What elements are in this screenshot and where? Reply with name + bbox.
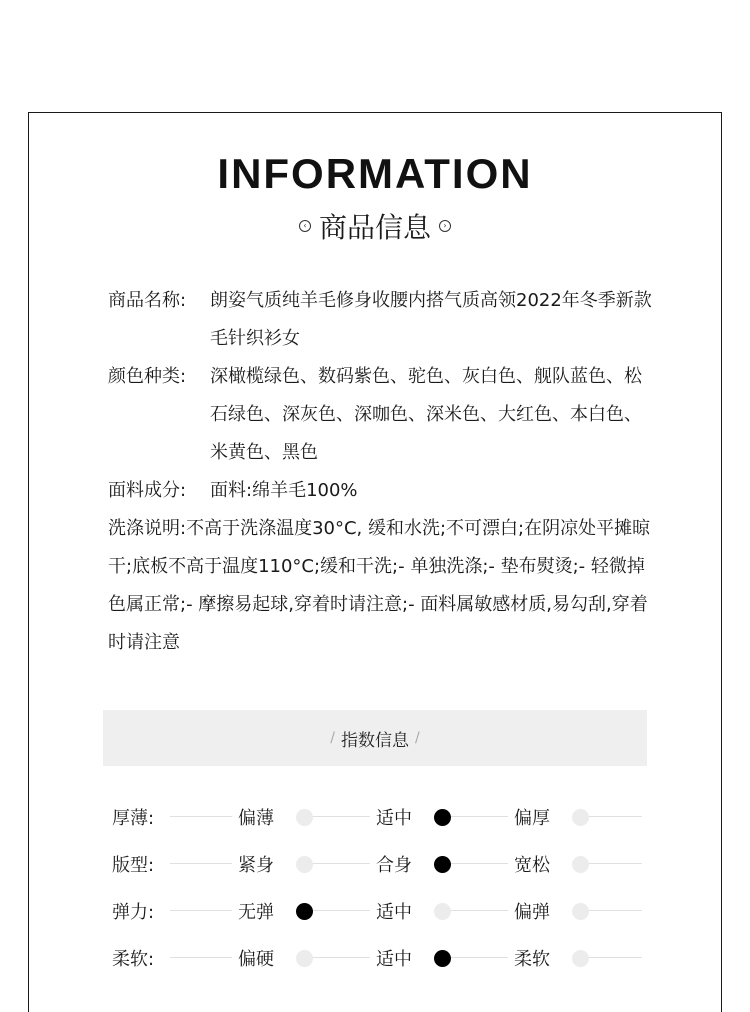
section-subtitle: [0, 206, 750, 246]
unselected-dot-icon: [572, 950, 589, 967]
product-name-value: 朗姿气质纯羊毛修身收腰内搭气质高领2022年冬季新款毛针织衫女: [210, 290, 652, 349]
index-option: [238, 804, 313, 830]
circle-right-arrow-icon: ›: [439, 220, 451, 232]
divider-line: [170, 863, 232, 864]
wash-value: 不高于洗涤温度30°C, 缓和水洗;不可漂白;在阴凉处平摊晾干;底板不高于温度110°C;缓和干洗;- 单独洗涤;- 垫布熨烫;- 轻微掉色属正常;- 摩擦易起球,穿着时请注意;- 面料属敏感材质,易勾刮,穿着时请注意: [108, 518, 651, 653]
index-option: [514, 945, 589, 971]
divider-line: [170, 957, 232, 958]
index-option-label: 偏硬: [238, 949, 274, 970]
index-row-label: 厚薄:: [112, 808, 155, 829]
index-option-label: 柔软: [514, 949, 550, 970]
index-header: [103, 710, 647, 766]
unselected-dot-icon: [572, 903, 589, 920]
index-option: [238, 898, 313, 924]
wash-row: [108, 510, 653, 662]
index-title: 指数信息: [341, 730, 409, 751]
index-option-label: 无弹: [238, 902, 274, 923]
slash-right: /: [415, 730, 420, 746]
index-option-label: 适中: [376, 808, 412, 829]
index-option-label: 偏厚: [514, 808, 550, 829]
product-name-row: [108, 282, 653, 358]
selected-dot-icon: [434, 809, 451, 826]
color-label: 颜色种类:: [108, 366, 187, 387]
index-row-label: 弹力:: [112, 902, 155, 923]
unselected-dot-icon: [572, 856, 589, 873]
fabric-label: 面料成分:: [108, 480, 187, 501]
index-row-label: 版型:: [112, 855, 155, 876]
page-title: INFORMATION: [217, 150, 533, 197]
color-value: 深橄榄绿色、数码紫色、驼色、灰白色、舰队蓝色、松石绿色、深灰色、深咖色、深米色、大红色、本白色、米黄色、黑色: [210, 366, 642, 463]
index-option: [376, 804, 451, 830]
index-option: [238, 851, 313, 877]
index-option: [514, 851, 589, 877]
unselected-dot-icon: [296, 950, 313, 967]
unselected-dot-icon: [572, 809, 589, 826]
index-option-label: 偏薄: [238, 808, 274, 829]
selected-dot-icon: [434, 856, 451, 873]
product-name-label: 商品名称:: [108, 290, 187, 311]
unselected-dot-icon: [434, 903, 451, 920]
index-row: [112, 843, 642, 890]
unselected-dot-icon: [296, 809, 313, 826]
index-row: [112, 937, 642, 984]
slash-left: /: [330, 730, 335, 746]
divider-line: [170, 910, 232, 911]
index-option-label: 偏弹: [514, 902, 550, 923]
circle-left-arrow-icon: ‹: [299, 220, 311, 232]
selected-dot-icon: [296, 903, 313, 920]
selected-dot-icon: [434, 950, 451, 967]
subtitle-text: 商品信息: [318, 211, 431, 244]
index-option: [514, 898, 589, 924]
index-option: [238, 945, 313, 971]
fabric-value: 面料:绵羊毛100%: [210, 480, 358, 501]
index-option-label: 合身: [376, 855, 412, 876]
index-option-label: 宽松: [514, 855, 550, 876]
index-option: [514, 804, 589, 830]
color-row: [108, 358, 653, 472]
index-option-label: 紧身: [238, 855, 274, 876]
index-row: [112, 796, 642, 843]
index-option-label: 适中: [376, 949, 412, 970]
divider-line: [170, 816, 232, 817]
index-metrics: [112, 796, 642, 984]
fabric-row: [108, 472, 653, 510]
index-option-label: 适中: [376, 902, 412, 923]
product-info: [108, 282, 653, 662]
index-option: [376, 851, 451, 877]
index-row-label: 柔软:: [112, 949, 155, 970]
index-option: [376, 945, 451, 971]
unselected-dot-icon: [296, 856, 313, 873]
wash-label: 洗涤说明:: [108, 518, 187, 539]
index-option: [376, 898, 451, 924]
index-row: [112, 890, 642, 937]
